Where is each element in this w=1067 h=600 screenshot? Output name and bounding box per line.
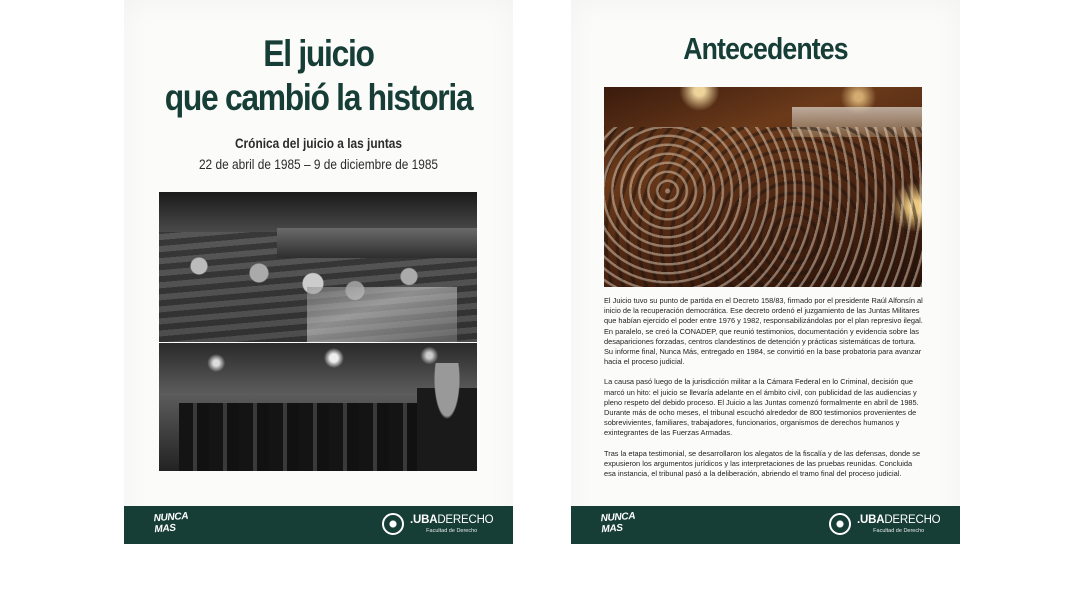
cover-page — [124, 0, 513, 544]
courtroom-photo-top — [159, 192, 477, 342]
main-title-line2: que cambió la historia — [164, 77, 473, 118]
uba-derecho-logo: .UBADERECHO Facultad de Derecho — [410, 514, 494, 534]
footer-bar — [571, 506, 960, 544]
paragraph: La causa pasó luego de la jurisdicción militar a la Cámara Federal en lo Criminal, decisión que marcó un hito: el juicio se llevaría adelante en el ámbito civil, con publicidad de las audiencias y pleno respeto del debido proceso. El Juicio a las Juntas comenzó formalmente en abril de 1985. Durante más de ocho meses, el tribunal escuchó alrededor de 800 testimonios provenientes de sobrevivientes, familiares, trabajadores, funcionarios, organismos de derechos humanos y exintegrantes de las Fuerzas Armadas. — [604, 377, 919, 438]
body-text — [604, 296, 926, 489]
section-title: Antecedentes — [683, 31, 848, 66]
courtroom-photo-bottom — [159, 343, 477, 471]
date-range: 22 de abril de 1985 – 9 de diciembre de 1985 — [198, 157, 439, 172]
paragraph: Tras la etapa testimonial, se desarrollaron los alegatos de la fiscalía y de las defensas, donde se expusieron los argumentos jurídicos y las interpretaciones de las pruebas reunidas. Concluida esa instancia, el tribunal pasó a la deliberación, abriendo el tramo final del proceso judicial. — [604, 448, 921, 479]
courtroom-color-photo — [604, 87, 922, 287]
main-title — [151, 32, 486, 120]
uba-seal-icon — [829, 513, 851, 535]
subtitle: Crónica del juicio a las juntas — [234, 136, 403, 151]
nunca-mas-logo: NUNCA MAS — [600, 510, 636, 536]
nunca-mas-logo: NUNCA MAS — [153, 510, 189, 536]
faculty-label: Facultad de Derecho — [426, 528, 478, 534]
uba-seal-icon — [382, 513, 404, 535]
main-title-line1: El juicio — [263, 33, 374, 74]
uba-derecho-logo: .UBADERECHO Facultad de Derecho — [857, 514, 941, 534]
faculty-label: Facultad de Derecho — [873, 528, 925, 534]
background-page — [571, 0, 960, 544]
footer-bar — [124, 506, 513, 544]
paragraph: El Juicio tuvo su punto de partida en el Decreto 158/83, firmado por el presidente Raúl Alfonsín al inicio de la recuperación democrática. Ese decreto ordenó el juzgamiento de las Juntas Militares que habían ejercido el poder entre 1976 y 1982, responsabilizándolas por el plan represivo ilegal. En paralelo, se creó la CONADEP, que reunió testimonios, documentación y evidencia sobre las desapariciones forzadas, centros clandestinos de detención y prácticas sistemáticas de tortura. Su informe final, Nunca Más, entregado en 1984, se convirtió en la base probatoria para avanzar hacia el proceso judicial. — [604, 296, 923, 367]
